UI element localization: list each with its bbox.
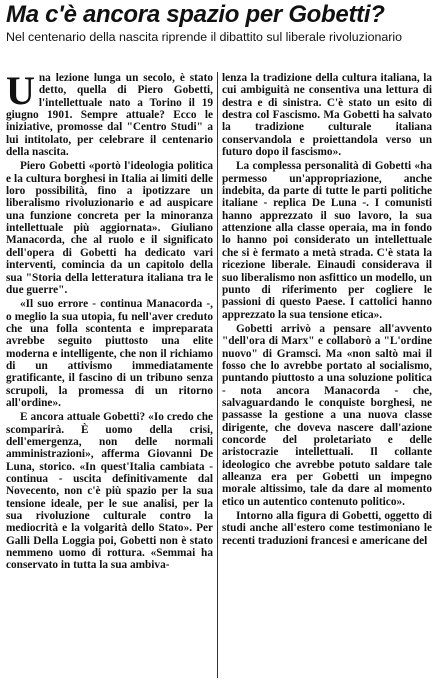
paragraph-6: La complessa personalità di Gobetti «ha permesso un'appropriazione, anche indebita, da parte di tutte le parti politiche italiane - replica De Luna -. I comunisti hanno apprezzato il suo lavoro, la sua attenzione alla classe operaia, ma in fondo lo hanno poi considerato un intellettuale che si è fermato a metà strada. C'è stata la ricezione liberale. Einaudi considerava il suo liberalismo non asfittico un modello, un punto di riferimento per cogliere le passioni di questo Paese. I cattolici hanno apprezzato la sua tensione etica».: [222, 160, 432, 321]
paragraph-1: [6, 68, 213, 159]
paragraph-8: Intorno alla figura di Gobetti, oggetto di studi anche all'estero come testimoniano le recenti traduzioni francesi e americane del: [222, 510, 432, 547]
headline: Ma c'è ancora spazio per Gobetti?: [6, 1, 385, 28]
paragraph-4: E ancora attuale Gobetti? «Io credo che scomparirà. È uomo della crisi, dell'emergenza, non delle normali amministrazioni», afferma Giovanni De Luna, storico. «In quest'Italia cambiata - continua - uscita definitivamente dal Novecento, non c'è più spazio per la sua tensione ideale, per le sue analisi, per la sua rivoluzione culturale contro la mediocrità e la volgarità dello Stato». Per Galli Della Loggia poi, Gobetti non è stato nemmeno uomo di rottura. «Semmai ha conservato in tutta la sua ambiva-: [6, 411, 213, 572]
paragraph-7: Gobetti arrivò a pensare all'avvento "dell'ora di Marx" e collaborò a "L'ordine nuovo" di Gramsci. Ma «non saltò mai il fosso che lo avrebbe portato al socialismo, puntando piuttosto a una soluzione politica - nota ancora Manacorda - che, salvaguardando le conquiste borghesi, ne passasse la gestione a una nuova classe dirigente, che doveva nascere dall'azione concorde del proletariato e delle aristocrazie intellettuali. Il collante ideologico che avrebbe potuto saldare tale alleanza era per Gobetti un impegno morale altissimo, tale da dare al momento etico un autentico contenuto politico».: [222, 322, 432, 508]
paragraph-5: lenza la tradizione della cultura italiana, la cui ambiguità ne consentiva una lettura di destra e di sinistra. C'è stato un esito di destra col Fascismo. Ma Gobetti ha salvato la tradizione culturale italiana conservandola e proiettandola verso un futuro dopo il fascismo».: [222, 72, 432, 159]
article-column-1: [6, 68, 213, 574]
subheadline: Nel centenario della nascita riprende il dibattito sul liberale rivoluzionario: [6, 30, 403, 44]
paragraph-3: «Il suo errore - continua Manacorda -, o meglio la sua utopia, fu nell'aver creduto che una folla scontenta e impreparata avrebbe seguito piuttosto una elite moderna e intelligente, che non il richiamo di un attivismo immediatamente gratificante, il fascino di un tribuno senza scrupoli, la promessa di un ritorno all'ordine».: [6, 298, 213, 409]
article-column-2: [222, 72, 432, 549]
drop-cap: U: [6, 68, 35, 113]
paragraph-2: Piero Gobetti «portò l'ideologia politica e la cultura borghesi in Italia ai limiti delle loro possibilità, fino a ipotizzare un liberalismo rivoluzionario e ad auspicare una funzione concreta per la minoranza intellettuale più aggiornata». Giuliano Manacorda, che al ruolo e il significato dell'opera di Gobetti ha dedicato vari interventi, comincia da un capitolo della sua "Storia della letteratura italiana tra le due guerre".: [6, 160, 213, 296]
paragraph-1-text: na lezione lunga un secolo, è stato detto, quella di Piero Gobetti, l'intellettuale nato a Torino il 19 giugno 1901. Sempre attuale? Ecco le iniziative, promosse dal "Centro Studi" a lui intitolato, per celebrare il centenario della nascita.: [6, 72, 213, 159]
column-divider: [217, 72, 218, 678]
